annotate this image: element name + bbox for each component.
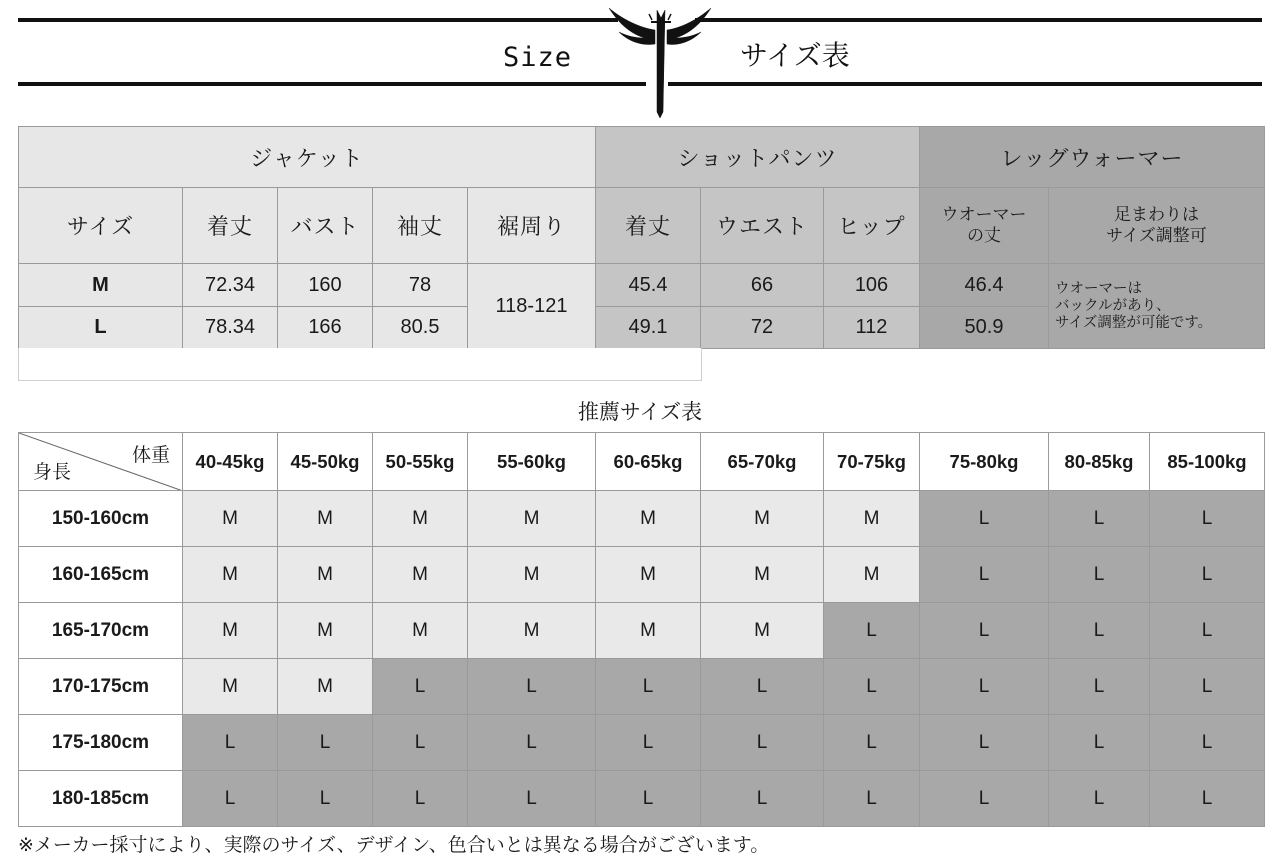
- shorts-length-value: 49.1: [596, 307, 701, 349]
- weight-header: 65-70kg: [701, 433, 824, 491]
- row-size: L: [19, 307, 183, 349]
- table-row: [19, 659, 1265, 715]
- size-cell: L: [468, 659, 596, 715]
- bust-value: 166: [278, 307, 373, 349]
- size-cell: L: [920, 715, 1049, 771]
- group-shorts: ショットパンツ: [596, 127, 920, 188]
- weight-label: 体重: [131, 444, 170, 466]
- table-row: [19, 603, 1265, 659]
- col-size: サイズ: [19, 188, 183, 264]
- title-english: Size: [503, 42, 573, 73]
- size-cell: M: [468, 603, 596, 659]
- weight-header: 70-75kg: [824, 433, 920, 491]
- size-cell: L: [824, 603, 920, 659]
- row-size: M: [19, 264, 183, 307]
- size-cell: L: [824, 715, 920, 771]
- group-leg-warmer: レッグウォーマー: [920, 127, 1265, 188]
- size-cell: L: [1150, 603, 1265, 659]
- col-hem: 裾周り: [468, 188, 596, 264]
- group-jacket: ジャケット: [19, 127, 596, 188]
- jacket-length-value: 78.34: [183, 307, 278, 349]
- size-cell: L: [824, 659, 920, 715]
- size-cell: M: [183, 491, 278, 547]
- warmer-note: [1049, 264, 1265, 349]
- header-rule-bottom: [18, 82, 646, 86]
- height-header: 170-175cm: [19, 659, 183, 715]
- size-cell: L: [1150, 771, 1265, 827]
- size-cell: M: [278, 603, 373, 659]
- size-cell: L: [1150, 547, 1265, 603]
- hem-value: 118-121: [468, 264, 596, 349]
- table-row: [19, 264, 1265, 307]
- size-cell: L: [596, 659, 701, 715]
- size-cell: L: [373, 715, 468, 771]
- table-row: [19, 715, 1265, 771]
- weight-header: 60-65kg: [596, 433, 701, 491]
- size-cell: M: [183, 547, 278, 603]
- size-cell: L: [1049, 491, 1150, 547]
- height-header: 150-160cm: [19, 491, 183, 547]
- size-cell: M: [701, 547, 824, 603]
- header-rule-top: [18, 18, 618, 22]
- weight-header: 45-50kg: [278, 433, 373, 491]
- col-warmer-length: [920, 188, 1049, 264]
- size-cell: L: [920, 547, 1049, 603]
- waist-value: 66: [701, 264, 824, 307]
- size-cell: M: [278, 491, 373, 547]
- col-sleeve: 袖丈: [373, 188, 468, 264]
- note-line: ウオーマーは: [1055, 280, 1142, 297]
- size-cell: L: [701, 771, 824, 827]
- size-spec-table: [18, 126, 1265, 349]
- size-cell: M: [824, 547, 920, 603]
- size-cell: L: [920, 771, 1049, 827]
- footer-note: ※メーカー採寸により、実際のサイズ、デザイン、色合いとは異なる場合がございます。: [18, 834, 770, 856]
- height-header: 175-180cm: [19, 715, 183, 771]
- warmer-length-label-1: ウオーマー: [941, 204, 1027, 225]
- size-cell: M: [183, 659, 278, 715]
- col-waist: ウエスト: [701, 188, 824, 264]
- title-japanese: サイズ表: [740, 39, 850, 72]
- weight-header: 80-85kg: [1049, 433, 1150, 491]
- col-adjust: [1049, 188, 1265, 264]
- weight-header: 40-45kg: [183, 433, 278, 491]
- sleeve-value: 80.5: [373, 307, 468, 349]
- size-cell: L: [701, 715, 824, 771]
- table-row: [19, 771, 1265, 827]
- size-cell: M: [701, 491, 824, 547]
- size-cell: L: [920, 603, 1049, 659]
- size-cell: L: [1049, 547, 1150, 603]
- size-cell: L: [278, 771, 373, 827]
- size-cell: L: [824, 771, 920, 827]
- size-cell: M: [373, 547, 468, 603]
- col-bust: バスト: [278, 188, 373, 264]
- size-cell: M: [824, 491, 920, 547]
- size-cell: L: [1049, 603, 1150, 659]
- height-label: 身長: [33, 461, 72, 483]
- height-header: 160-165cm: [19, 547, 183, 603]
- size-cell: L: [183, 771, 278, 827]
- weight-header: 85-100kg: [1150, 433, 1265, 491]
- size-cell: M: [468, 491, 596, 547]
- warmer-length-label-2: の丈: [967, 225, 1001, 246]
- size-cell: M: [596, 603, 701, 659]
- size-cell: L: [183, 715, 278, 771]
- sleeve-value: 78: [373, 264, 468, 307]
- recommend-size-table: [18, 432, 1265, 827]
- hip-value: 106: [824, 264, 920, 307]
- height-header: 165-170cm: [19, 603, 183, 659]
- weight-header: 75-80kg: [920, 433, 1049, 491]
- table-row: [19, 547, 1265, 603]
- table-spacer: [18, 348, 702, 381]
- size-cell: L: [1049, 771, 1150, 827]
- size-cell: L: [468, 771, 596, 827]
- size-cell: L: [596, 715, 701, 771]
- size-cell: L: [701, 659, 824, 715]
- note-line: バックルがあり、: [1055, 297, 1171, 314]
- jacket-length-value: 72.34: [183, 264, 278, 307]
- size-cell: M: [596, 491, 701, 547]
- size-cell: L: [1150, 659, 1265, 715]
- size-cell: L: [373, 771, 468, 827]
- header-rule-bottom-right: [668, 82, 1262, 86]
- bust-value: 160: [278, 264, 373, 307]
- size-cell: L: [278, 715, 373, 771]
- header-rule-top-right: [695, 18, 1262, 22]
- warmer-length-value: 50.9: [920, 307, 1049, 349]
- recommend-title: 推薦サイズ表: [577, 400, 703, 424]
- size-cell: L: [1150, 491, 1265, 547]
- size-cell: L: [1150, 715, 1265, 771]
- size-cell: M: [373, 603, 468, 659]
- size-cell: M: [373, 491, 468, 547]
- warmer-length-value: 46.4: [920, 264, 1049, 307]
- size-cell: L: [920, 491, 1049, 547]
- hip-value: 112: [824, 307, 920, 349]
- size-cell: M: [596, 547, 701, 603]
- shorts-length-value: 45.4: [596, 264, 701, 307]
- size-cell: M: [701, 603, 824, 659]
- size-cell: L: [920, 659, 1049, 715]
- col-hip: ヒップ: [824, 188, 920, 264]
- adjust-label-1: 足まわりは: [1114, 204, 1199, 225]
- waist-value: 72: [701, 307, 824, 349]
- size-cell: M: [278, 659, 373, 715]
- size-cell: L: [373, 659, 468, 715]
- size-cell: M: [468, 547, 596, 603]
- table-row: [19, 491, 1265, 547]
- col-jacket-length: 着丈: [183, 188, 278, 264]
- col-shorts-length: 着丈: [596, 188, 701, 264]
- note-line: サイズ調整が可能です。: [1055, 314, 1213, 331]
- size-cell: M: [278, 547, 373, 603]
- size-cell: L: [468, 715, 596, 771]
- weight-header: 55-60kg: [468, 433, 596, 491]
- size-cell: L: [596, 771, 701, 827]
- size-cell: L: [1049, 715, 1150, 771]
- size-cell: L: [1049, 659, 1150, 715]
- size-cell: M: [183, 603, 278, 659]
- adjust-label-2: サイズ調整可: [1106, 225, 1207, 246]
- weight-header: 50-55kg: [373, 433, 468, 491]
- height-header: 180-185cm: [19, 771, 183, 827]
- winged-sword-logo: [605, 4, 715, 118]
- corner-header: [19, 433, 183, 491]
